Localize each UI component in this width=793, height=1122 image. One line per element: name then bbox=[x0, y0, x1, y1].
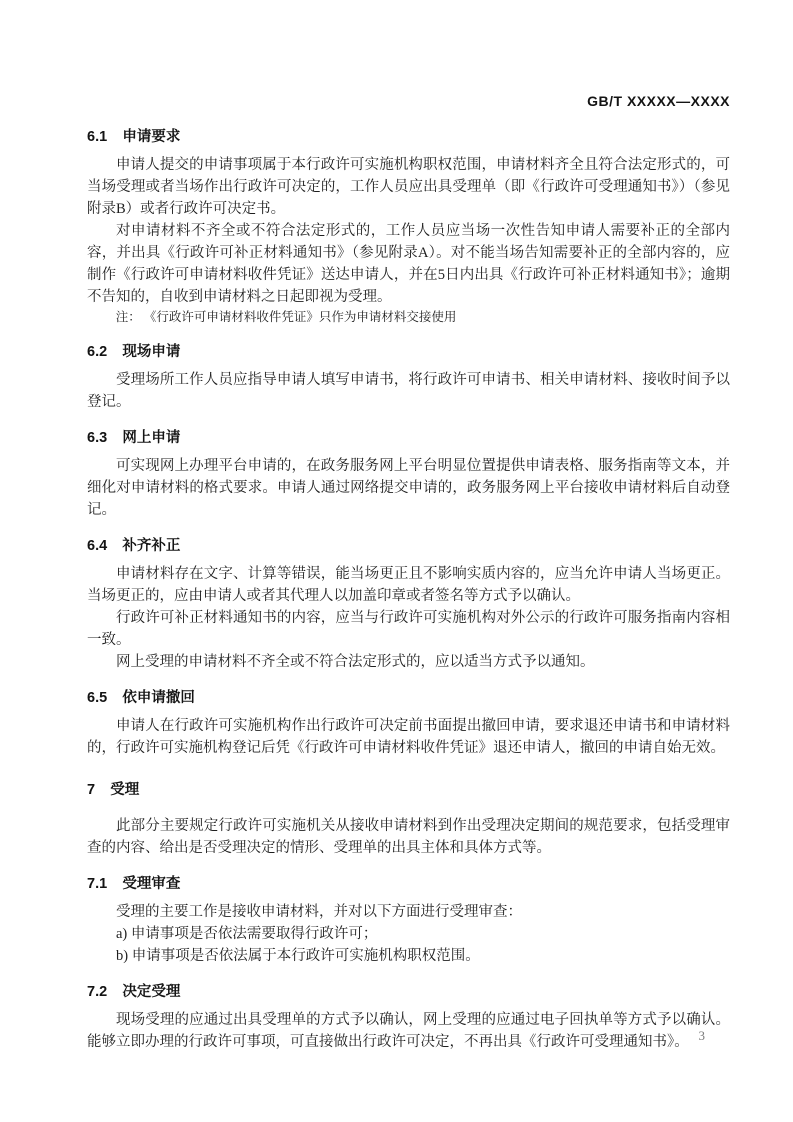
heading-title: 决定受理 bbox=[122, 984, 181, 1000]
paragraph: 行政许可补正材料通知书的内容，应当与行政许可实施机构对外公示的行政许可服务指南内容相一致。 bbox=[87, 610, 730, 648]
heading-number: 6.3 bbox=[87, 430, 108, 446]
chapter-heading bbox=[87, 779, 730, 801]
paragraph: 可实现网上办理平台申请的，在政务服务网上平台明显位置提供申请表格、服务指南等文本，并细化对申请材料的格式要求。申请人通过网络提交申请的，政务服务网上平台接收申请材料后自动登记。 bbox=[87, 458, 730, 518]
heading-title: 网上申请 bbox=[122, 430, 181, 446]
heading-number: 6.1 bbox=[87, 129, 108, 145]
heading-number: 7.2 bbox=[87, 984, 108, 1000]
section-heading bbox=[87, 873, 730, 895]
section-heading bbox=[87, 535, 730, 557]
paragraph: 网上受理的申请材料不齐全或不符合法定形式的，应以适当方式予以通知。 bbox=[116, 654, 595, 670]
paragraph: 申请人在行政许可实施机构作出行政许可决定前书面提出撤回申请，要求退还申请书和申请材料的，行政许可实施机构登记后凭《行政许可申请材料收件凭证》退还申请人，撤回的申请自始无效。 bbox=[87, 718, 730, 756]
heading-number: 6.5 bbox=[87, 690, 108, 706]
heading-number: 7.1 bbox=[87, 876, 108, 892]
paragraph: 申请材料存在文字、计算等错误，能当场更正且不影响实质内容的，应当允许申请人当场更正。当场更正的，应由申请人或者其代理人以加盖印章或者签名等方式予以确认。 bbox=[87, 566, 730, 604]
paragraph: 现场受理的应通过出具受理单的方式予以确认，网上受理的应通过电子回执单等方式予以确认。能够立即办理的行政许可事项，可直接做出行政许可决定，不再出具《行政许可受理通知书》。 bbox=[87, 1012, 730, 1050]
heading-number: 6.2 bbox=[87, 344, 108, 360]
heading-number: 6.4 bbox=[87, 538, 108, 554]
paragraph: 受理场所工作人员应指导申请人填写申请书，将行政许可申请书、相关申请材料、接收时间予以登记。 bbox=[87, 372, 730, 410]
heading-title: 现场申请 bbox=[122, 344, 181, 360]
section-heading bbox=[87, 687, 730, 709]
page-number: 3 bbox=[698, 1028, 705, 1043]
note-text: 注： 《行政许可申请材料收件凭证》只作为申请材料交接使用 bbox=[115, 310, 457, 324]
paragraph: 申请人提交的申请事项属于本行政许可实施机构职权范围，申请材料齐全且符合法定形式的，可当场受理或者当场作出行政许可决定的，工作人员应出具受理单（即《行政许可受理通知书》）（参见附录B）或者行政许可决定书。 bbox=[87, 157, 730, 217]
section-heading bbox=[87, 341, 730, 363]
heading-title: 申请要求 bbox=[122, 129, 181, 145]
list-item: b) 申请事项是否依法属于本行政许可实施机构职权范围。 bbox=[116, 948, 480, 964]
paragraph: 此部分主要规定行政许可实施机关从接收申请材料到作出受理决定期间的规范要求，包括受理审查的内容、给出是否受理决定的情形、受理单的出具主体和具体方式等。 bbox=[87, 818, 730, 856]
section-heading bbox=[87, 427, 730, 449]
heading-number: 7 bbox=[87, 782, 96, 798]
standard-code-header: GB/T XXXXX—XXXX bbox=[587, 93, 730, 109]
paragraph: 对申请材料不齐全或不符合法定形式的，工作人员应当场一次性告知申请人需要补正的全部内容，并出具《行政许可补正材料通知书》（参见附录A）。对不能当场告知需要补正的全部内容的，应制作《行政许可申请材料收件凭证》送达申请人，并在5日内出具《行政许可补正材料通知书》；逾期不告知的，自收到申请材料之日起即视为受理。 bbox=[87, 223, 730, 305]
heading-title: 依申请撤回 bbox=[122, 690, 195, 706]
paragraph: 受理的主要工作是接收申请材料，并对以下方面进行受理审查： bbox=[116, 904, 522, 920]
heading-title: 补齐补正 bbox=[122, 538, 181, 554]
section-heading bbox=[87, 126, 730, 148]
document-body bbox=[87, 126, 730, 1053]
section-heading bbox=[87, 981, 730, 1003]
heading-title: 受理 bbox=[110, 782, 140, 798]
heading-title: 受理审查 bbox=[122, 876, 181, 892]
list-item: a) 申请事项是否依法需要取得行政许可； bbox=[116, 926, 378, 942]
